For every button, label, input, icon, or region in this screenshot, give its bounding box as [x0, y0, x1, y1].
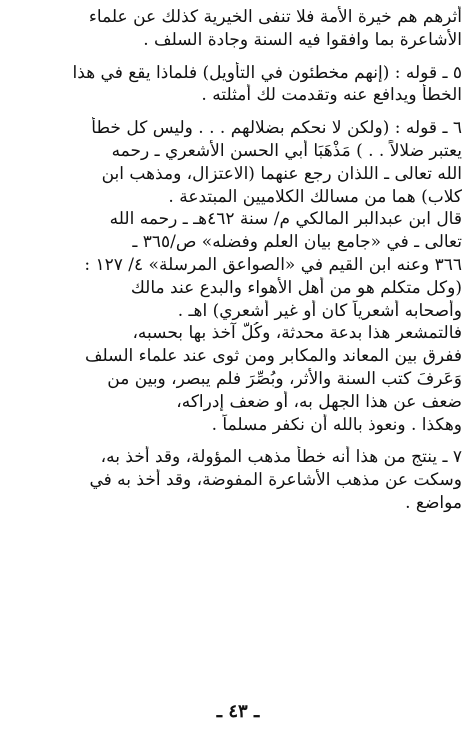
- text-line: وسكت عن مذهب الأشاعرة المفوضة، وقد أخذ به في: [89, 470, 462, 491]
- text-line: ٦ ـ قوله : (ولكن لا نحكم بضلالهم . . . وليس كل خطأ: [91, 118, 462, 139]
- text-line: فالتمشعر هذا بدعة محدثة، وكُلٌّ آخذ بها بحسبه،: [132, 323, 462, 344]
- item-5: [14, 62, 462, 108]
- text-line: ٥ ـ قوله : (إنهم مخطئون في التأويل) فلماذا يقع في هذا: [72, 62, 462, 83]
- text-line: الأشاعرة بما وافقوا فيه السنة وجادة السلف .: [143, 29, 462, 50]
- page-body: [14, 6, 462, 515]
- text-line: (وكل متكلم هو من أهل الأهواء والبدع عند مالك: [130, 277, 462, 298]
- text-line: وهكذا . ونعوذ بالله أن نكفر مسلماً .: [211, 414, 462, 435]
- paragraph-continuation: [14, 6, 462, 52]
- text-line: ضعف عن هذا الجهل به، أو ضعف إدراكه،: [176, 391, 462, 412]
- text-line: تعالى ـ في «جامع بيان العلم وفضله» ص/٣٦٥ ـ: [132, 232, 462, 253]
- page-number: ـ ٤٣ ـ: [216, 701, 260, 722]
- text-line: الخطأ ويدافع عنه وتقدمت لك أمثلته .: [201, 85, 462, 106]
- text-line: وَعَرفَ كتب السنة والأثر، وبُصِّرَ فلم يبصر، وبين من: [107, 368, 462, 389]
- text-line: ٣٦٦ وعنه ابن القيم في «الصواعق المرسلة» ٤/ ١٢٧ :: [84, 254, 462, 275]
- item-6: [14, 117, 462, 436]
- text-line: الله تعالى ـ اللذان رجع عنهما (الاعتزال، ومذهب ابن: [101, 163, 462, 184]
- text-line: كلاب) هما من مسالك الكلاميين المبتدعة .: [168, 186, 462, 207]
- text-line: قال ابن عبدالبر المالكي م/ سنة ٤٦٢هـ ـ رحمه الله: [109, 209, 462, 230]
- text-line: ٧ ـ ينتج من هذا أنه خطأ مذهب المؤولة، وقد أخذ به،: [100, 447, 462, 468]
- item-7: [14, 446, 462, 514]
- text-line: ففرق بين المعاند والمكابر ومن ثوى عند علماء السلف: [84, 346, 462, 367]
- text-line: يعتبر ضلالاً . . ) مَذْهَبَا أبي الحسن الأشعري ـ رحمه: [111, 140, 462, 161]
- text-line: أثرهم هم خيرة الأمة فلا تنفى الخيرية كذلك عن علماء: [88, 7, 462, 27]
- text-line: مواضع .: [405, 492, 462, 513]
- text-line: وأصحابه أشعرياً كان أو غير أشعري) اهـ .: [177, 300, 462, 321]
